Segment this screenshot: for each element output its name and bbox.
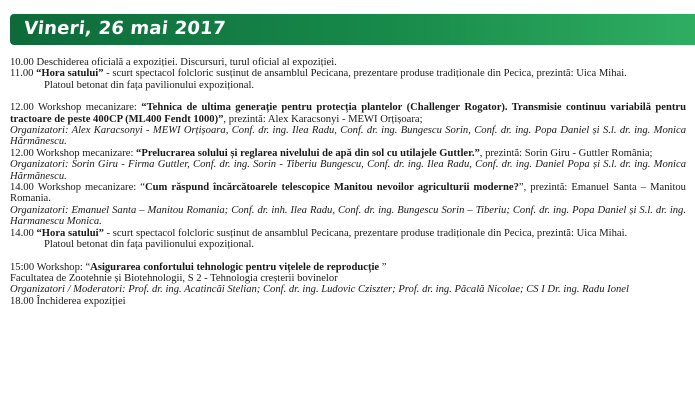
item-description: , prezintă: Alex Karacsonyi - MEWI Orțișoara; [223, 113, 423, 125]
schedule-item-closing: 18.00 Închiderea expoziției [10, 295, 126, 307]
item-title: Cum răspund încărcătoarele telescopice Manitou nevoilor agriculturii moderne? [144, 182, 519, 194]
item-description: - scurt spectacol folcloric susținut de ansamblul Pecicana, prezentare produse tradiționale din Pecica, prezintă: Uica Mihai. [103, 68, 627, 80]
section-gap [10, 251, 686, 262]
day-header-banner [10, 14, 695, 45]
schedule-body [10, 57, 686, 307]
item-title: “Hora satului” [36, 227, 104, 239]
item-title: “Hora satului” [36, 68, 104, 80]
item-prefix: 12.00 Workshop mecanizare: [10, 147, 137, 159]
item-suffix: ” [379, 261, 387, 273]
schedule-item-workshop-guttler [10, 148, 686, 159]
organizers-note-4: Organizatori / Moderatori: Prof. dr. ing. Acatincăi Stelian; Conf. dr. ing. Ludovic Cziszter; Prof. dr. ing. Păcală Nicolae; CS I Dr. ing. Radu Ionel [10, 284, 629, 296]
item-title: “Prelucrarea solului și reglarea nivelului de apă din sol cu utilajele Guttler.” [136, 147, 480, 159]
item-description: - scurt spectacol folcloric susținut de ansamblul Pecicana, prezentare produse tradiționale din Pecica, prezintă: Uica Mihai. [103, 227, 628, 239]
schedule-item-workshop-manitou [10, 182, 686, 205]
schedule-item-hora-1 [10, 68, 686, 79]
organizers-note-1: Organizatori: Alex Karacsonyi - MEWI Orțișoara, Conf. dr. ing. Ilea Radu, Conf. dr. ing. Bungescu Sorin, Conf. dr. ing. Popa Daniel și S.l. dr. ing. Monica Hărmănescu. [10, 125, 686, 148]
location-note-2: Platoul betonat din fața pavilionului expozițional. [44, 239, 255, 251]
schedule-item-hora-2 [10, 228, 686, 239]
day-title: Vineri, 26 mai 2017 [22, 18, 227, 39]
item-time: 14.00 [10, 227, 37, 239]
schedule-item-workshop-vitele [10, 262, 686, 273]
item-prefix: 15:00 Workshop: “ [10, 261, 91, 273]
item-prefix: 14.00 Workshop mecanizare: “ [10, 182, 145, 194]
item-title: “Tehnica de ultima generație pentru protecția plantelor (Challenger Rogator). Transmisie continuu variabilă pentru tractoare de peste 400CP (ML400 Fendt 1000)” [10, 102, 687, 125]
item-time: 11.00 [10, 68, 37, 80]
section-gap [10, 91, 686, 102]
location-note-1: Platoul betonat din fața pavilionului expozițional. [44, 79, 255, 91]
item-prefix: 12.00 Workshop mecanizare: [10, 102, 142, 114]
schedule-item-opening: 10.00 Deschiderea oficială a expoziției. Discursuri, turul oficial al expoziției. [10, 57, 337, 68]
item-title: Asigurarea confortului tehnologic pentru vițelele de reproducție [90, 261, 380, 273]
item-description: ”, prezintă: Emanuel Santa – Manitou Romania. [10, 182, 686, 205]
item-description: , prezintă: Sorin Giru - Guttler România; [479, 147, 653, 159]
organizers-note-2: Organizatori: Sorin Giru - Firma Guttler, Conf. dr. ing. Sorin - Tiberiu Bungescu, Conf. dr. ing. Ilea Radu, Conf. dr. ing. Daniel Popa și S.l. dr. ing. Monica Hărmănescu. [10, 159, 686, 182]
faculty-note: Facultatea de Zootehnie și Biotehnologii, S 2 - Tehnologia creșterii bovinelor [10, 272, 338, 284]
schedule-item-workshop-challenger [10, 102, 686, 125]
organizers-note-3: Organizatori: Emanuel Santa – Manitou Romania; Conf. dr. inh. Ilea Radu, Conf. dr. ing. Bungescu Sorin – Tiberiu; Conf. dr. ing. Popa Daniel și S.l. dr. ing. Harmanescu Monica. [10, 204, 686, 228]
